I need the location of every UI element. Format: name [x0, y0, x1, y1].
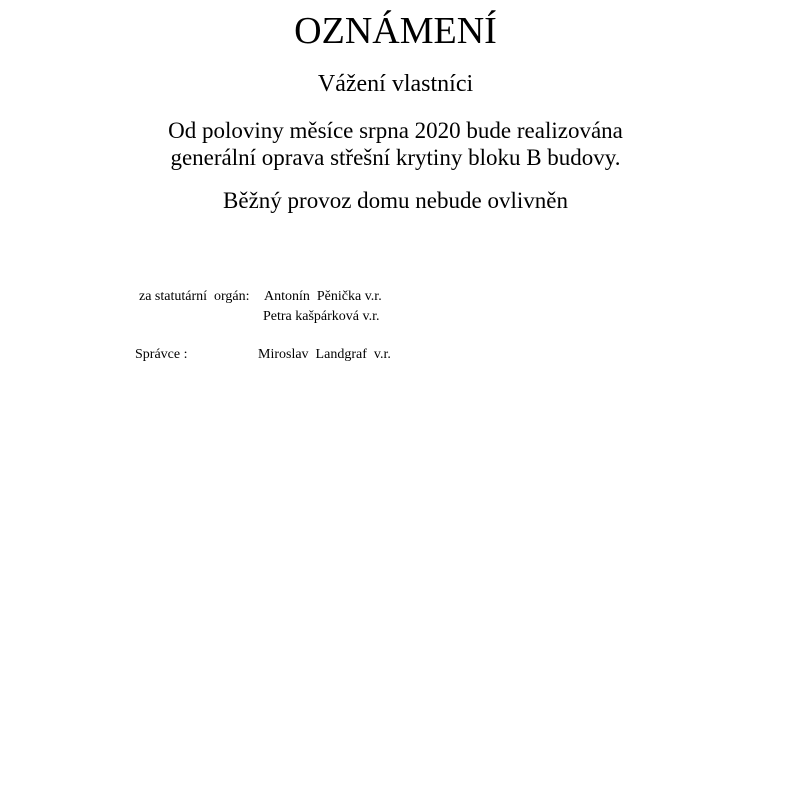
notice-body-line: Od poloviny měsíce srpna 2020 bude realizována [168, 118, 623, 143]
manager-label: Správce : [135, 347, 188, 362]
operation-note: Běžný provoz domu nebude ovlivněn [223, 188, 568, 213]
salutation: Vážení vlastníci [317, 71, 474, 97]
notice-body [0, 117, 791, 171]
board-label: za statutární orgán: [139, 289, 250, 304]
notice-title: OZNÁMENÍ [294, 10, 497, 52]
board-member-name: Antonín Pěnička v.r. [264, 289, 382, 304]
notice-body-line: generální oprava střešní krytiny bloku B budovy. [170, 145, 621, 170]
manager-name: Miroslav Landgraf v.r. [258, 347, 391, 362]
board-member-name: Petra kašpárková v.r. [263, 309, 380, 324]
